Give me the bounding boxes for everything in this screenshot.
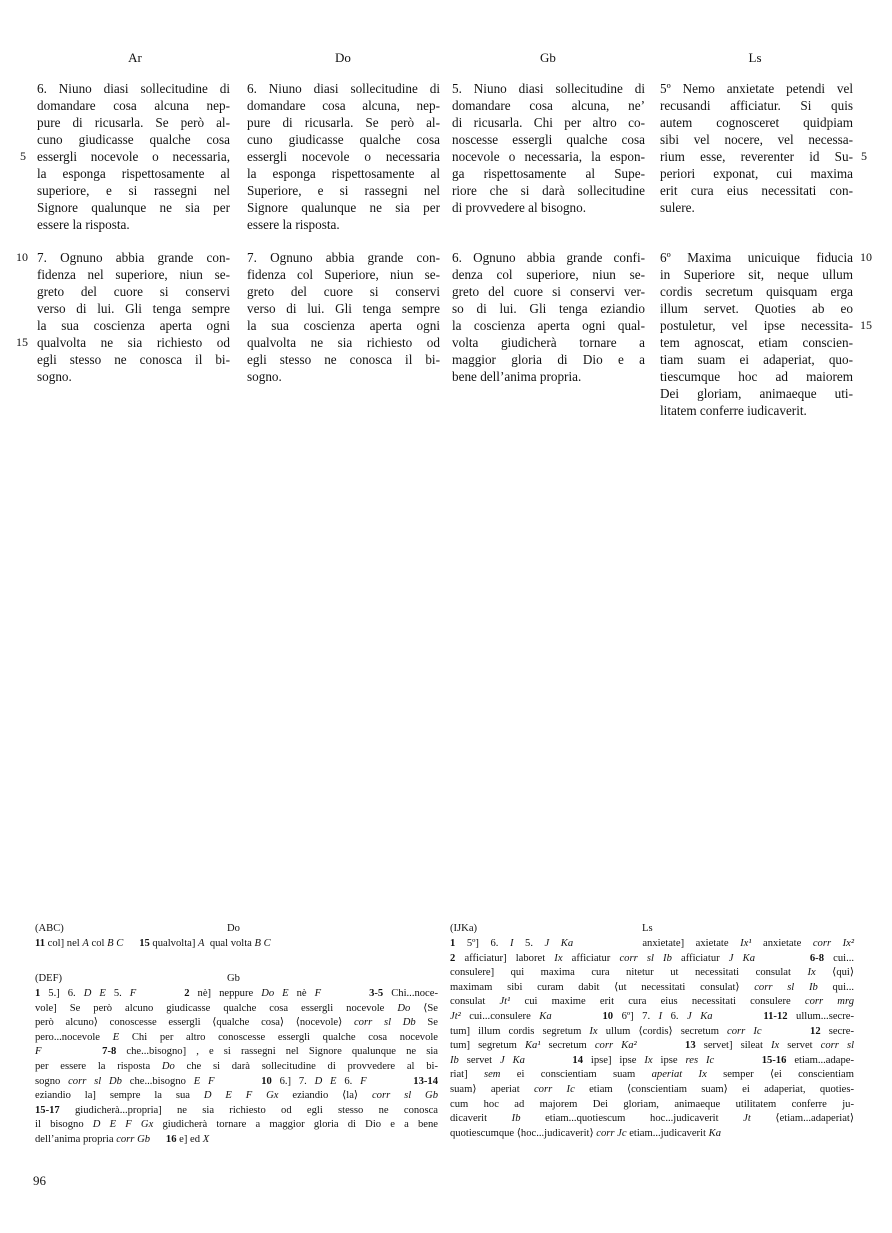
variant-text	[713, 1011, 764, 1022]
line-number-right-5: 5	[861, 149, 867, 163]
variant-text: Chi per altro conoscesse essergli qualche cosa nocevole	[119, 1031, 439, 1043]
apparatus-line	[35, 1118, 438, 1133]
siglum: I	[509, 938, 514, 949]
text-line: denza col superiore, niun se-	[452, 267, 645, 282]
siglum: D E	[83, 988, 106, 999]
siglum: Do	[161, 1060, 175, 1072]
text-line: qualvolta ne sia richiesto od	[247, 335, 440, 350]
apparatus-line	[450, 1054, 854, 1069]
variant-text: 5º] 6.	[455, 938, 510, 949]
apparatus-ls	[450, 922, 854, 1141]
apparatus-line	[450, 937, 854, 952]
text-line: sogno.	[37, 369, 72, 384]
text-line: superiore, e si rassegni nel	[37, 183, 230, 198]
siglum: corr sl Db	[353, 1017, 416, 1029]
line-reference: 13-14	[413, 1075, 439, 1087]
variant-text: ⟨Se	[410, 1002, 438, 1014]
apparatus-line	[450, 966, 854, 981]
line-reference: 2	[450, 952, 456, 964]
variant-text: ipse] ipse	[583, 1054, 645, 1066]
variant-text: qualvolta]	[149, 938, 199, 949]
variant-text: tum] segretum	[450, 1040, 525, 1052]
siglum: corr mrg	[804, 996, 854, 1008]
variant-text: eziandio ⟨la⟩	[278, 1090, 372, 1102]
text-line: 5º Nemo anxietate petendi vel	[660, 81, 853, 96]
variant-text: anxietate] axietate	[573, 938, 741, 949]
line-reference: 10	[261, 1075, 272, 1087]
variant-text: etiam...quotiescum hoc...judicaverit	[520, 1113, 744, 1125]
siglum: corr Ic	[533, 1083, 575, 1095]
apparatus-line	[450, 1083, 854, 1098]
text-line: sibi vel nocere, vel necessa-	[660, 132, 853, 147]
variant-text: etiam...judicaverit	[626, 1127, 709, 1139]
text-line: la coscienza aperta ogni qual-	[452, 318, 645, 333]
siglum: Jt	[743, 1113, 751, 1125]
line-reference: 13	[685, 1040, 696, 1052]
siglum: corr Gb	[116, 1133, 151, 1145]
variant-text: ei conscientiam suam	[500, 1069, 652, 1081]
siglum: corr Jc	[596, 1127, 627, 1139]
text-line: di provvedere al bisogno.	[452, 200, 587, 215]
text-line: ga rispettosamente al Supe-	[452, 166, 645, 181]
variant-text: pero...nocevole	[35, 1031, 113, 1043]
text-line: egli stesso ne conosca il bi-	[37, 352, 230, 367]
variant-text: semper ⟨ei conscientiam	[706, 1069, 854, 1081]
line-number-left-15: 15	[16, 335, 28, 349]
page-number: 96	[33, 1173, 46, 1188]
variant-text	[41, 1046, 102, 1057]
apparatus-do	[35, 922, 435, 952]
variant-text	[552, 1011, 603, 1022]
apparatus-line	[35, 1104, 438, 1119]
apparatus-line	[450, 981, 854, 996]
variant-text	[637, 1040, 685, 1051]
text-line: 6. Niuno diasi sollecitudine di	[247, 81, 440, 96]
text-line: essere la risposta.	[247, 217, 340, 232]
text-line: greto del cuore si conservi ver-	[452, 284, 645, 299]
apparatus-do-edition: Do	[227, 923, 240, 934]
text-line: Superiore, e si rassegni nel	[247, 183, 440, 198]
variant-text: etiam...adape-	[786, 1054, 855, 1066]
variant-text: cui...	[824, 952, 855, 964]
apparatus-ls-edition: Ls	[642, 923, 653, 934]
text-line: essergli nocevole o necessaria,	[37, 149, 230, 164]
siglum: X	[202, 1133, 210, 1145]
line-reference: 11	[35, 938, 46, 949]
siglum: corr sl Ib	[754, 981, 818, 993]
apparatus-gb-edition: Gb	[227, 973, 240, 984]
apparatus-line	[450, 995, 854, 1010]
text-line: greto del cuore si conservi	[37, 284, 230, 299]
line-reference: 16	[165, 1133, 177, 1145]
text-line: Signore qualunque ne sia per	[37, 200, 230, 215]
variant-text: eziandio la] sempre la sua	[35, 1090, 204, 1102]
siglum: I	[658, 1010, 663, 1022]
variant-text: 5.	[105, 988, 130, 999]
variant-text: quotiescumque ⟨hoc...judicaverit⟩	[450, 1127, 597, 1139]
variant-text: tum] illum cordis segretum	[450, 1025, 590, 1037]
text-line: la esponga rispettosamente al	[37, 166, 230, 181]
line-reference: 7-8	[102, 1046, 117, 1058]
text-line: fidenza col Superiore, niun se-	[247, 267, 440, 282]
apparatus-line	[35, 1060, 438, 1075]
line-reference: 10	[602, 1010, 614, 1022]
apparatus-line	[450, 1127, 854, 1142]
column-header-do: Do	[335, 50, 351, 65]
text-line: erit cura eius necessitati con-	[660, 183, 853, 198]
text-line: cordis secretum quisquam erga	[660, 284, 853, 299]
siglum: Do	[397, 1002, 411, 1014]
text-line: so di lui. Gli tenga eziandio	[452, 301, 645, 316]
text-line: autem cognosceret quidpiam	[660, 115, 853, 130]
siglum: D E F Gx	[92, 1119, 154, 1131]
siglum: Ka¹	[524, 1040, 541, 1052]
variant-text: ⟨etiam...adaperiat⟩	[750, 1113, 854, 1125]
siglum: Ka	[708, 1127, 721, 1139]
line-reference: 15-16	[761, 1054, 787, 1066]
variant-text: anxietate	[751, 938, 813, 949]
line-reference: 6-8	[809, 952, 824, 964]
apparatus-line	[35, 1133, 438, 1148]
text-line: di ricusarla. Chi per altro co-	[452, 115, 645, 130]
variant-text	[321, 988, 369, 999]
siglum: Do E	[261, 988, 289, 999]
variant-text: giudicherà tornare a maggior gloria di Dio e a bene	[153, 1119, 439, 1131]
variant-text: che si darà sollecitudine di provvedere al bi-	[174, 1060, 438, 1072]
variant-text: Se	[415, 1017, 438, 1029]
text-line: pure di ricusarla. Se però al-	[247, 115, 440, 130]
variant-text	[762, 1026, 810, 1037]
siglum: Jt¹	[499, 996, 511, 1008]
variant-text: dicaverit	[450, 1113, 512, 1125]
siglum: Ib	[511, 1113, 521, 1125]
variant-text: 6.	[336, 1075, 361, 1087]
apparatus-line	[35, 1075, 438, 1090]
variant-text: cum hoc ad majorem Dei gloriam, animaeque utilitatem conferre ju-	[450, 1098, 854, 1110]
variant-text: ipse	[652, 1054, 686, 1066]
siglum: A	[198, 938, 205, 949]
line-reference: 15-17	[35, 1104, 60, 1116]
siglum: F	[35, 1046, 42, 1058]
text-gb-section-2	[452, 249, 645, 385]
column-header-ls: Ls	[748, 50, 762, 65]
text-line: 6. Ognuno abbia grande confi-	[452, 250, 645, 265]
variant-text: consulere] qui maxima cura nitetur ut necessitati consulat	[450, 967, 808, 979]
apparatus-do-sigla: (ABC)	[35, 923, 64, 934]
siglum: Ix	[771, 1040, 780, 1052]
variant-text: ullum ⟨cordis⟩ secretum	[597, 1025, 728, 1037]
line-number-left-5: 5	[20, 149, 26, 163]
text-line: la sua coscienza aperta ogni	[37, 318, 230, 333]
variant-text: consulat	[450, 996, 500, 1008]
variant-text: qual volta	[204, 938, 255, 949]
text-line: verso di lui. Gli tenga sempre	[247, 301, 440, 316]
siglum: J Ka	[499, 1054, 525, 1066]
text-line: 5. Niuno diasi sollecitudine di	[452, 81, 645, 96]
text-line: fidenza nel superiore, niun se-	[37, 267, 230, 282]
variant-text: servet] sileat	[695, 1040, 771, 1052]
variant-text: vole] Se però alcuno giudicasse qualche cosa essergli nocevole	[35, 1002, 398, 1014]
variant-text	[367, 1076, 414, 1087]
siglum: Ix¹	[740, 938, 752, 949]
siglum: J Ka	[687, 1010, 713, 1022]
apparatus-line	[35, 1031, 438, 1046]
text-line: maggior gloria di Dio e a	[452, 352, 645, 367]
text-ls-section-2	[660, 249, 853, 419]
variant-text: 6.] 7.	[271, 1075, 315, 1087]
siglum: F	[360, 1075, 367, 1087]
text-line: noscesse essergli qualche cosa	[452, 132, 645, 147]
line-number-right-10: 10	[860, 250, 872, 264]
apparatus-gb	[35, 972, 438, 1148]
variant-text: secre-	[820, 1025, 854, 1037]
siglum: D E	[314, 1075, 337, 1087]
text-line: essergli nocevole o necessaria	[247, 149, 440, 164]
text-line: Dei gloriam, animaeque uti-	[660, 386, 853, 401]
text-line: sogno.	[247, 369, 282, 384]
siglum: Ix	[554, 952, 563, 964]
siglum: sem	[483, 1069, 501, 1081]
text-line: tiam suam ei adaperiat, quo-	[660, 352, 853, 367]
variant-text: secretum	[540, 1040, 595, 1052]
variant-text: suam⟩ aperiat	[450, 1083, 534, 1095]
variant-text: dell’anima propria	[35, 1133, 117, 1145]
variant-text: sogno	[35, 1075, 69, 1087]
text-line: domandare cosa alcuna, ne’	[452, 98, 645, 113]
text-line: 6º Maxima unicuique fiducia	[660, 250, 853, 265]
siglum: F	[314, 988, 322, 999]
variant-text: e] ed	[176, 1133, 203, 1145]
text-do-section-2	[247, 249, 440, 385]
variant-text: che...bisogno	[121, 1075, 194, 1087]
text-line: domandare cosa alcuna nep-	[37, 98, 230, 113]
apparatus-line	[450, 1112, 854, 1127]
variant-text: cui...consulere	[460, 1010, 540, 1022]
siglum: res Ic	[685, 1054, 715, 1066]
text-line: domandare cosa alcuna, nep-	[247, 98, 440, 113]
text-line: essere la risposta.	[37, 217, 130, 232]
text-line: rium esse, reverenter id Su-	[660, 149, 853, 164]
siglum: Ix	[589, 1025, 598, 1037]
text-line: egli stesso ne conosca il bi-	[247, 352, 440, 367]
text-line: tiescumque hoc ad maiorem	[660, 369, 853, 384]
text-line: nocevole o necessaria, la espon-	[452, 149, 645, 164]
text-line: illum servet. Quoties ab eo	[660, 301, 853, 316]
text-line: verso di lui. Gli tenga sempre	[37, 301, 230, 316]
variant-text	[714, 1055, 761, 1066]
siglum: corr Ix²	[812, 938, 855, 949]
variant-text: 5.] 6.	[40, 988, 84, 999]
variant-text: etiam ⟨conscientiam suam⟩ ei adaperiat, quoties-	[574, 1083, 855, 1095]
text-line: periori exponat, cui maxima	[660, 166, 853, 181]
variant-text: servet	[779, 1040, 821, 1052]
siglum: E	[112, 1031, 120, 1043]
line-number-left-10: 10	[16, 250, 28, 264]
siglum: corr sl Db	[68, 1075, 122, 1087]
siglum: F	[129, 988, 137, 999]
variant-text: qui...	[817, 981, 854, 993]
apparatus-line	[450, 1025, 854, 1040]
variant-text: giudicherà...propria] ne sia richiesto od egli stesso ne conosca	[59, 1104, 438, 1116]
text-ar-section-1	[37, 80, 230, 233]
siglum: Ka	[539, 1010, 552, 1022]
text-ar-section-2	[37, 249, 230, 385]
variant-text: nè	[288, 988, 315, 999]
text-line: la sua coscienza aperta ogni	[247, 318, 440, 333]
text-line: 7. Ognuno abbia grande con-	[37, 250, 230, 265]
text-ls-section-1	[660, 80, 853, 216]
line-number-right-15: 15	[860, 318, 872, 332]
apparatus-gb-notes	[35, 987, 438, 1148]
column-header-ar: Ar	[128, 50, 142, 65]
siglum: J Ka	[544, 938, 574, 949]
line-reference: 1	[35, 988, 41, 999]
variant-text	[136, 988, 184, 999]
variant-text	[214, 1076, 261, 1087]
variant-text: 5.	[513, 938, 545, 949]
line-reference: 1	[450, 938, 456, 949]
column-header-gb: Gb	[540, 50, 556, 65]
apparatus-line	[450, 1068, 854, 1083]
siglum: corr Ic	[727, 1025, 762, 1037]
text-line: qualvolta ne sia richiesto od	[37, 335, 230, 350]
siglum: corr Ka²	[594, 1040, 637, 1052]
text-line: Signore qualunque ne sia per	[247, 200, 440, 215]
text-line: litatem conferre iudicaverit.	[660, 403, 807, 418]
line-reference: 11-12	[763, 1010, 788, 1022]
line-reference: 2	[184, 988, 190, 999]
siglum: corr sl Gb	[371, 1090, 438, 1102]
text-line: cuno giudicasse qualche cosa	[37, 132, 230, 147]
apparatus-gb-sigla: (DEF)	[35, 973, 63, 984]
apparatus-line	[450, 1010, 854, 1025]
variant-text: per essere la risposta	[35, 1060, 162, 1072]
apparatus-ls-notes	[450, 937, 854, 1141]
text-line: riore che si darà sollecitudine	[452, 183, 645, 198]
variant-text	[123, 938, 139, 949]
variant-text: 6º] 7.	[613, 1010, 659, 1022]
text-line: tem agnoscat, etiam conscien-	[660, 335, 853, 350]
variant-text: servet	[458, 1054, 500, 1066]
apparatus-line	[35, 1016, 438, 1031]
variant-text: il bisogno	[35, 1119, 93, 1131]
apparatus-line	[450, 1039, 854, 1054]
text-line: la esponga rispettosamente al	[247, 166, 440, 181]
siglum: corr sl Ib	[619, 952, 672, 964]
siglum: D E F Gx	[203, 1090, 279, 1102]
apparatus-line	[35, 987, 438, 1002]
text-line: pure di ricusarla. Se però al-	[37, 115, 230, 130]
siglum: corr sl	[820, 1040, 855, 1052]
apparatus-line	[35, 1045, 438, 1060]
variant-text: afficiatur	[671, 952, 729, 964]
siglum: Ix	[807, 967, 816, 979]
siglum: B C	[254, 938, 271, 949]
text-do-section-1	[247, 80, 440, 233]
siglum: Ix	[644, 1054, 653, 1066]
variant-text: maximam sibi curam dabit ⟨ut necessitati consulat⟩	[450, 981, 755, 993]
text-line: postuletur, vel ipse necessita-	[660, 318, 853, 333]
text-line: 6. Niuno diasi sollecitudine di	[37, 81, 230, 96]
line-reference: 15	[139, 938, 150, 949]
variant-text: riat]	[450, 1069, 484, 1081]
siglum: E F	[193, 1075, 215, 1087]
variant-text: col	[88, 938, 108, 949]
variant-text	[525, 1055, 572, 1066]
apparatus-line	[35, 1002, 438, 1017]
variant-text: cui maxime erit cura eius necessitati consulere	[510, 996, 805, 1008]
variant-text: ullum...secre-	[787, 1010, 854, 1022]
line-reference: 12	[810, 1025, 821, 1037]
variant-text: ⟨qui⟩	[815, 967, 854, 979]
siglum: J Ka	[728, 952, 756, 964]
text-line: sulere.	[660, 200, 695, 215]
variant-text: afficiatur] laboret	[455, 952, 555, 964]
line-reference: 3-5	[369, 988, 384, 999]
text-gb-section-1	[452, 80, 645, 216]
text-line: cuno giudicasse qualche cosa	[247, 132, 440, 147]
text-line: recusandi afficiatur. Si quis	[660, 98, 853, 113]
variant-text: Chi...noce-	[383, 988, 438, 999]
apparatus-do-notes	[35, 937, 435, 952]
variant-text: che...bisogno] , e si rassegni nel Signore qualunque ne sia	[116, 1046, 438, 1058]
siglum: aperiat Ix	[651, 1069, 707, 1081]
variant-text	[150, 1134, 166, 1145]
text-line: greto del cuore si conservi	[247, 284, 440, 299]
apparatus-line	[450, 1098, 854, 1113]
variant-text: però alcuno⟩ conoscesse essergli ⟨qualche cosa⟩ ⟨nocevole⟩	[35, 1017, 354, 1029]
apparatus-ls-sigla: (IJKa)	[450, 923, 478, 934]
variant-text: afficiatur	[562, 952, 620, 964]
variant-text	[755, 953, 810, 964]
text-line: in Superiore sit, neque ullum	[660, 267, 853, 282]
text-line: bene dell’anima propria.	[452, 369, 582, 384]
variant-text: col] nel	[45, 938, 83, 949]
apparatus-line	[35, 937, 435, 952]
text-line: volta giudicherà tornare a	[452, 335, 645, 350]
apparatus-line	[450, 952, 854, 967]
siglum: Jt²	[450, 1010, 461, 1022]
siglum: Ib	[450, 1054, 459, 1066]
variant-text: nè] neppure	[189, 988, 262, 999]
text-line: 7. Ognuno abbia grande con-	[247, 250, 440, 265]
siglum: B C	[107, 938, 124, 949]
variant-text: 6.	[662, 1010, 688, 1022]
line-reference: 14	[572, 1054, 583, 1066]
apparatus-line	[35, 1089, 438, 1104]
siglum: A	[82, 938, 89, 949]
